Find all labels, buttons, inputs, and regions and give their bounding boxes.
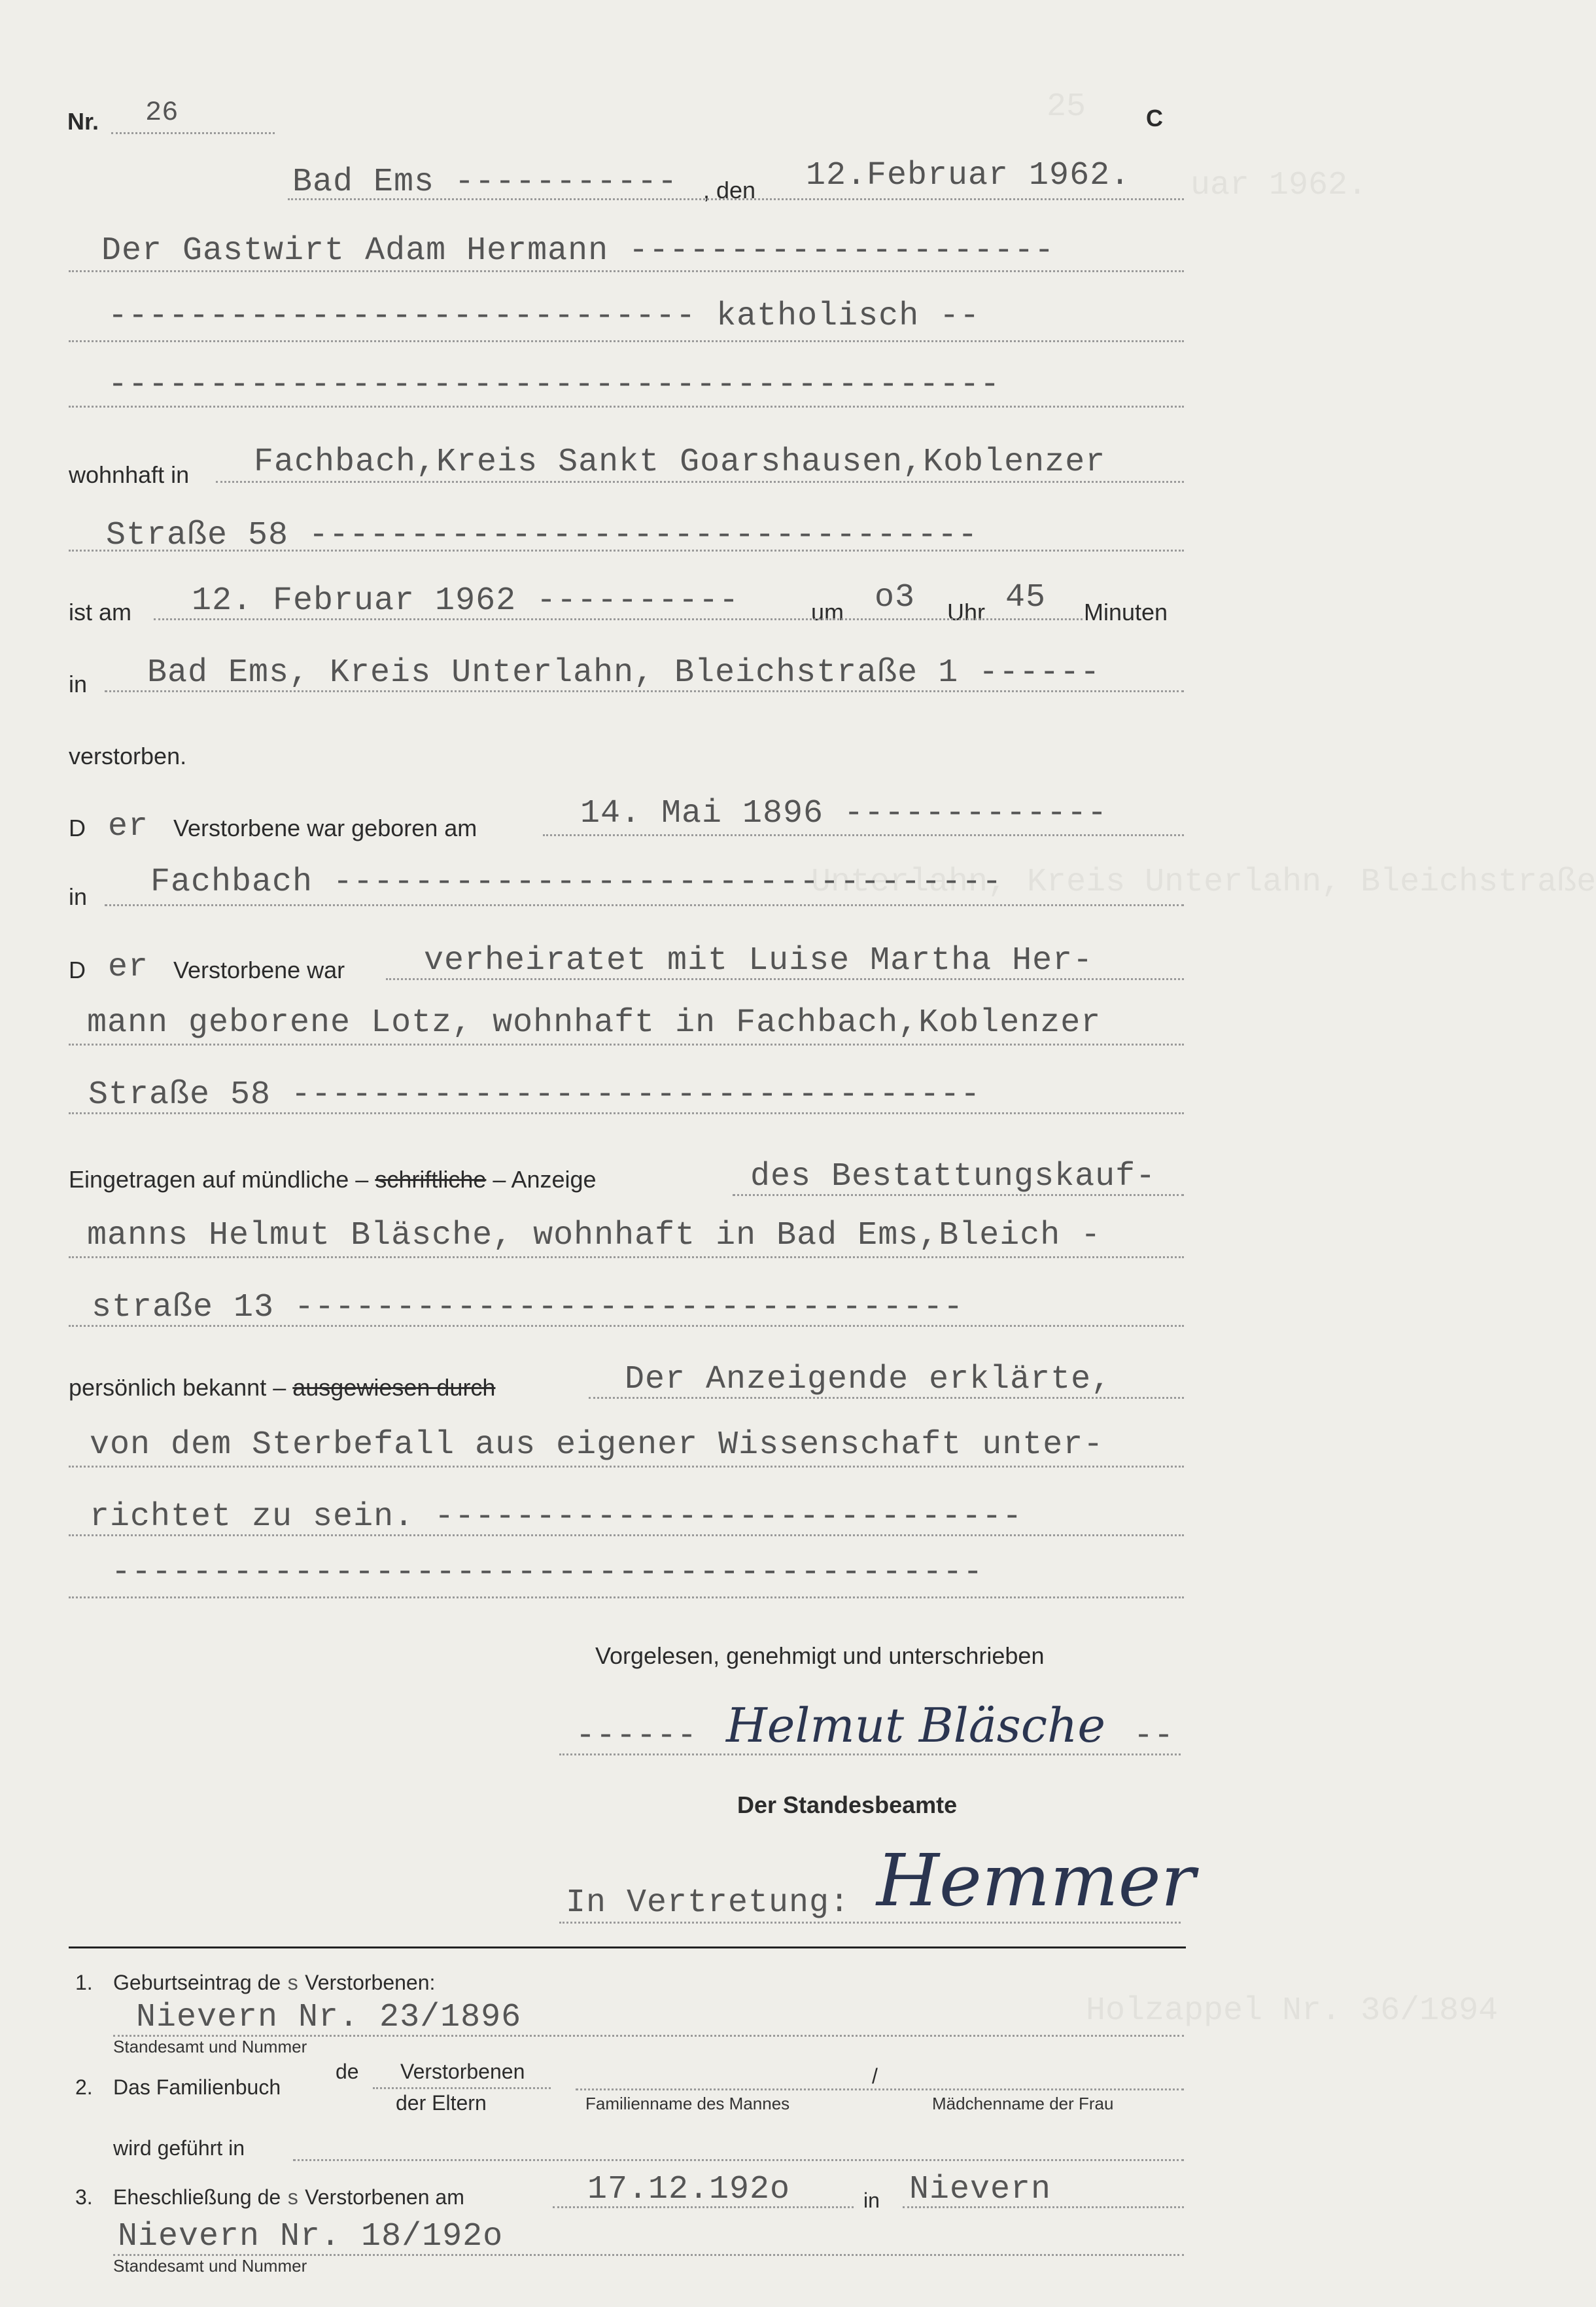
- identity-dotted-line-3: [69, 1534, 1184, 1536]
- footer-3-in: in: [863, 2189, 880, 2212]
- birth-place-dotted-line: [105, 904, 1184, 906]
- um-label: um: [811, 599, 844, 625]
- deceased-dotted-line-1: [69, 270, 1184, 272]
- death-date: 12. Februar 1962 ----------: [192, 582, 740, 620]
- birth-register-entry: Nievern Nr. 23/1896: [136, 1999, 522, 2036]
- entry-number: 26: [145, 97, 179, 128]
- verstorben-label: verstorben.: [69, 743, 187, 769]
- registration-line-2: manns Helmut Bläsche, wohnhaft in Bad Ems,Bleich -: [87, 1217, 1102, 1254]
- entry-number-dotted-line: [111, 132, 275, 134]
- marriage-date: 17.12.192o: [587, 2171, 791, 2208]
- identity-line-4: -------------------------------------------: [111, 1554, 984, 1591]
- marriage-register-entry: Nievern Nr. 18/192o: [118, 2218, 504, 2255]
- footer-3-number: 3.: [75, 2185, 93, 2209]
- marital-dotted-line-2: [69, 1044, 1184, 1046]
- uhr-label: Uhr: [947, 599, 986, 625]
- footer-2-maedchen: Mädchenname der Frau: [932, 2094, 1114, 2113]
- marital-dotted-line-1: [386, 978, 1184, 980]
- residence-line-2: Straße 58 ---------------------------------: [106, 517, 979, 554]
- footer-3-label-a: Eheschließung de: [113, 2185, 281, 2209]
- residence-line-1: Fachbach,Kreis Sankt Goarshausen,Koblenzer: [254, 444, 1106, 481]
- registration-dotted-line-2: [69, 1256, 1184, 1258]
- bleed-through-text: Holzappel Nr. 36/1894: [1086, 1992, 1499, 2030]
- footer-3-sub: Standesamt und Nummer: [113, 2256, 307, 2276]
- footer-2-slash: /: [872, 2064, 878, 2088]
- death-place-dotted-line: [105, 690, 1184, 692]
- identity-line-1: Der Anzeigende erklärte,: [625, 1361, 1112, 1398]
- identity-dotted-line-2: [69, 1466, 1184, 1468]
- birth-date-dotted-line: [543, 834, 1184, 836]
- identity-dotted-line-1: [589, 1397, 1184, 1399]
- footer-1-label-a: Geburtseintrag de: [113, 1971, 281, 1994]
- deceased-dotted-line-2: [69, 340, 1184, 342]
- birth-d-label: D: [69, 815, 86, 841]
- informant-signature: Helmut Bläsche: [726, 1698, 1106, 1753]
- signature-dash-right: --: [1134, 1717, 1175, 1755]
- registration-place: Bad Ems -----------: [292, 164, 678, 201]
- marital-dotted-line-3: [69, 1112, 1184, 1114]
- death-time-dotted-line: [154, 618, 1083, 620]
- identity-dotted-line-4: [69, 1596, 1184, 1598]
- footer-2-wird: wird geführt in: [113, 2136, 245, 2160]
- marital-line-2: mann geborene Lotz, wohnhaft in Fachbach,Koblenzer: [87, 1004, 1102, 1042]
- den-label: , den: [703, 177, 756, 203]
- bekannt-label-start: persönlich bekannt –: [69, 1374, 286, 1401]
- in-vertretung-text: In Vertretung:: [566, 1884, 850, 1922]
- birth-label: Verstorbene war geboren am: [173, 815, 477, 841]
- footer-2-fam-mann: Familienname des Mannes: [585, 2094, 790, 2113]
- registrar-signature: Hemmer: [876, 1839, 1196, 1922]
- footer-2-der-eltern: der Eltern: [396, 2091, 487, 2115]
- bleed-through-text: uar 1962.: [1190, 167, 1368, 204]
- residence-dotted-line-1: [216, 481, 1184, 483]
- birth-place: Fachbach ---------------------------------: [150, 864, 1003, 901]
- footer-2-label: Das Familienbuch: [113, 2075, 281, 2099]
- footer-3-label: [113, 2185, 464, 2211]
- footer-2-name-dotted-line: [576, 2088, 1184, 2090]
- death-in-label: in: [69, 671, 88, 697]
- birth-date: 14. Mai 1896 -------------: [580, 795, 1108, 832]
- signature-dash-left: ------: [576, 1717, 698, 1755]
- eingetragen-label: [69, 1166, 597, 1193]
- standesbeamte-label: Der Standesbeamte: [737, 1791, 958, 1818]
- signature-dotted-line: [559, 1753, 1181, 1755]
- footer-3-label-b: Verstorbenen am: [305, 2185, 464, 2209]
- marital-line-1: verheiratet mit Luise Martha Her-: [424, 942, 1094, 979]
- footer-1-s: s: [286, 1972, 300, 1996]
- footer-2-wird-dotted-line: [293, 2159, 1184, 2161]
- bleed-through-text: Unterlahn, Kreis Unterlahn, Bleichstraße: [811, 864, 1596, 901]
- nr-label: Nr.: [67, 108, 99, 135]
- registration-line-1: des Bestattungskauf-: [750, 1158, 1156, 1195]
- residence-dotted-line-2: [69, 550, 1184, 552]
- marriage-date-dotted-line: [553, 2206, 854, 2208]
- identity-line-3: richtet zu sein. -----------------------------: [90, 1498, 1023, 1536]
- footer-2-de: de: [336, 2060, 359, 2083]
- marital-er-suffix: er: [108, 949, 149, 986]
- identity-line-2: von dem Sterbefall aus eigener Wissenschaft unter-: [90, 1426, 1104, 1464]
- religion-line: ----------------------------- katholisch --: [108, 298, 980, 335]
- footer-divider: [69, 1946, 1186, 1948]
- footer-2-number: 2.: [75, 2075, 93, 2099]
- ausgewiesen-struck: ausgewiesen durch: [292, 1374, 496, 1401]
- date-dotted-line: [288, 198, 1184, 200]
- eingetragen-label-start: Eingetragen auf mündliche –: [69, 1166, 369, 1193]
- death-minutes: 45: [1005, 579, 1047, 616]
- registration-dotted-line-3: [69, 1325, 1184, 1327]
- eingetragen-label-end: – Anzeige: [493, 1166, 597, 1193]
- footer-3-s: s: [286, 2187, 300, 2211]
- registration-date: 12.Februar 1962.: [806, 157, 1131, 194]
- ist-am-label: ist am: [69, 599, 132, 625]
- death-hour: o3: [875, 579, 916, 616]
- deceased-dotted-line-3: [69, 406, 1184, 408]
- birth-in-label: in: [69, 883, 88, 910]
- registration-line-3: straße 13 ---------------------------------: [92, 1289, 964, 1326]
- marital-line-3: Straße 58 ----------------------------------: [88, 1076, 981, 1114]
- bleed-through-text: 25: [1047, 88, 1086, 126]
- footer-1-label-b: Verstorbenen:: [305, 1971, 436, 1994]
- schriftliche-struck: schriftliche: [375, 1166, 487, 1193]
- birth-er-suffix: er: [108, 808, 149, 845]
- marital-d-label: D: [69, 957, 86, 983]
- deceased-name-line: Der Gastwirt Adam Hermann ---------------------: [101, 232, 1055, 270]
- vorgelesen-label: Vorgelesen, genehmigt und unterschrieben: [595, 1642, 1045, 1669]
- footer-1-sub: Standesamt und Nummer: [113, 2037, 307, 2056]
- registrar-dotted-line: [559, 1922, 1181, 1924]
- death-place: Bad Ems, Kreis Unterlahn, Bleichstraße 1 ------: [147, 654, 1101, 692]
- footer-2-verstorbenen: Verstorbenen: [400, 2060, 525, 2083]
- wohnhaft-label: wohnhaft in: [69, 461, 190, 488]
- register-letter: C: [1146, 105, 1163, 132]
- registration-dotted-line-1: [733, 1194, 1184, 1196]
- bekannt-label: [69, 1374, 495, 1401]
- footer-1-number: 1.: [75, 1971, 93, 1994]
- deceased-filler-line: --------------------------------------------: [108, 366, 1001, 404]
- minuten-label: Minuten: [1084, 599, 1168, 625]
- marital-label: Verstorbene war: [173, 957, 345, 983]
- marriage-place: Nievern: [909, 2171, 1052, 2208]
- footer-2-upper-dotted-line: [373, 2087, 551, 2089]
- footer-1-label: [113, 1971, 435, 1996]
- marriage-place-dotted-line: [903, 2206, 1184, 2208]
